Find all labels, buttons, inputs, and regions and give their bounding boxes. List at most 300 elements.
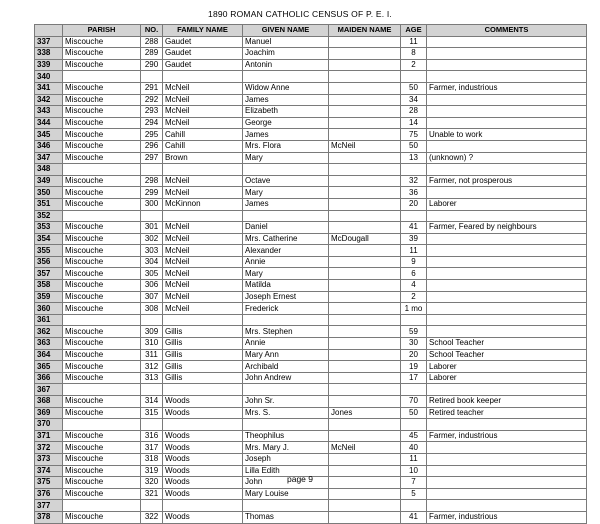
maiden-name-cell	[329, 82, 401, 94]
row-number: 372	[35, 442, 63, 454]
row-number: 357	[35, 268, 63, 280]
table-row	[35, 442, 587, 454]
comments-cell: Laborer	[427, 372, 587, 384]
number-cell: 310	[141, 338, 163, 350]
parish-cell: Miscouche	[63, 268, 141, 280]
family-name-cell: Woods	[163, 488, 243, 500]
given-name-cell	[243, 384, 329, 396]
number-cell: 293	[141, 106, 163, 118]
number-cell: 289	[141, 48, 163, 60]
row-number: 345	[35, 129, 63, 141]
parish-cell: Miscouche	[63, 511, 141, 523]
maiden-name-cell	[329, 396, 401, 408]
family-name-cell: Gillis	[163, 361, 243, 373]
parish-cell: Miscouche	[63, 407, 141, 419]
table-row	[35, 222, 587, 234]
row-number: 341	[35, 82, 63, 94]
row-number: 346	[35, 140, 63, 152]
given-name-cell: Annie	[243, 338, 329, 350]
comments-cell: School Teacher	[427, 338, 587, 350]
family-name-cell: Cahill	[163, 140, 243, 152]
parish-cell: Miscouche	[63, 82, 141, 94]
number-cell: 300	[141, 198, 163, 210]
family-name-cell: McKinnon	[163, 198, 243, 210]
table-row	[35, 453, 587, 465]
number-cell: 295	[141, 129, 163, 141]
maiden-name-cell	[329, 152, 401, 164]
given-name-cell: James	[243, 94, 329, 106]
given-name-cell: Daniel	[243, 222, 329, 234]
family-name-cell: Cahill	[163, 129, 243, 141]
given-name-cell: Theophilus	[243, 430, 329, 442]
family-name-cell: Woods	[163, 477, 243, 489]
age-cell: 14	[401, 117, 427, 129]
table-row	[35, 198, 587, 210]
number-cell: 307	[141, 291, 163, 303]
table-row	[35, 396, 587, 408]
given-name-cell: Widow Anne	[243, 82, 329, 94]
age-cell: 20	[401, 349, 427, 361]
maiden-name-cell	[329, 338, 401, 350]
number-cell: 317	[141, 442, 163, 454]
age-cell	[401, 164, 427, 176]
age-cell	[401, 419, 427, 431]
row-number: 339	[35, 59, 63, 71]
comments-cell	[427, 233, 587, 245]
table-row	[35, 361, 587, 373]
table-row	[35, 488, 587, 500]
comments-cell: Farmer, not prosperous	[427, 175, 587, 187]
parish-cell: Miscouche	[63, 245, 141, 257]
number-cell: 320	[141, 477, 163, 489]
family-name-cell: McNeil	[163, 256, 243, 268]
table-row	[35, 291, 587, 303]
maiden-name-cell	[329, 94, 401, 106]
row-number: 353	[35, 222, 63, 234]
comments-cell	[427, 48, 587, 60]
family-name-cell: Woods	[163, 396, 243, 408]
family-name-cell: Woods	[163, 453, 243, 465]
row-number: 367	[35, 384, 63, 396]
number-cell	[141, 210, 163, 222]
family-name-cell: Woods	[163, 442, 243, 454]
family-name-cell	[163, 210, 243, 222]
number-cell: 308	[141, 303, 163, 315]
age-cell: 36	[401, 187, 427, 199]
given-name-cell: Joachim	[243, 48, 329, 60]
age-cell: 17	[401, 372, 427, 384]
comments-cell	[427, 291, 587, 303]
table-row	[35, 407, 587, 419]
given-name-cell: Antonin	[243, 59, 329, 71]
maiden-name-cell	[329, 384, 401, 396]
family-name-cell	[163, 500, 243, 512]
comments-cell	[427, 453, 587, 465]
number-cell: 290	[141, 59, 163, 71]
parish-cell: Miscouche	[63, 465, 141, 477]
maiden-name-cell: McDougall	[329, 233, 401, 245]
comments-cell	[427, 303, 587, 315]
maiden-name-cell	[329, 245, 401, 257]
age-cell: 8	[401, 48, 427, 60]
given-name-cell: Mrs. Stephen	[243, 326, 329, 338]
number-cell: 314	[141, 396, 163, 408]
table-body	[35, 36, 587, 523]
family-name-cell: Woods	[163, 430, 243, 442]
maiden-name-cell: McNeil	[329, 442, 401, 454]
maiden-name-cell	[329, 511, 401, 523]
comments-header: COMMENTS	[427, 25, 587, 37]
family-name-cell: McNeil	[163, 268, 243, 280]
maiden-name-cell	[329, 256, 401, 268]
comments-cell: School Teacher	[427, 349, 587, 361]
age-cell: 1 mo	[401, 303, 427, 315]
given-name-cell	[243, 500, 329, 512]
table-row	[35, 187, 587, 199]
maiden-name-cell	[329, 36, 401, 48]
number-cell: 303	[141, 245, 163, 257]
parish-cell: Miscouche	[63, 453, 141, 465]
row-number: 355	[35, 245, 63, 257]
given-name-cell: Joseph	[243, 453, 329, 465]
comments-cell: Farmer, industrious	[427, 430, 587, 442]
row-number: 362	[35, 326, 63, 338]
comments-cell	[427, 117, 587, 129]
family-name-cell	[163, 164, 243, 176]
maiden-name-cell	[329, 222, 401, 234]
parish-cell: Miscouche	[63, 48, 141, 60]
maiden-name-cell	[329, 314, 401, 326]
given-name-cell: James	[243, 129, 329, 141]
parish-cell: Miscouche	[63, 280, 141, 292]
given-name-cell: Lilla Edith	[243, 465, 329, 477]
parish-cell: Miscouche	[63, 129, 141, 141]
given-name-cell: Elizabeth	[243, 106, 329, 118]
comments-cell	[427, 245, 587, 257]
given-name-cell: Manuel	[243, 36, 329, 48]
table-row	[35, 280, 587, 292]
age-cell: 41	[401, 222, 427, 234]
given-name-cell: Alexander	[243, 245, 329, 257]
comments-cell: Laborer	[427, 198, 587, 210]
given-name-cell: Mary	[243, 152, 329, 164]
row-number: 352	[35, 210, 63, 222]
row-number: 349	[35, 175, 63, 187]
table-row	[35, 210, 587, 222]
row-number: 338	[35, 48, 63, 60]
family-name-cell: Gaudet	[163, 36, 243, 48]
number-cell: 294	[141, 117, 163, 129]
given-name-cell: Joseph Ernest	[243, 291, 329, 303]
number-cell: 309	[141, 326, 163, 338]
parish-cell: Miscouche	[63, 488, 141, 500]
parish-cell: Miscouche	[63, 140, 141, 152]
family-name-cell: McNeil	[163, 303, 243, 315]
number-cell: 288	[141, 36, 163, 48]
given-name-cell: Mrs. S.	[243, 407, 329, 419]
age-cell: 28	[401, 106, 427, 118]
number-cell	[141, 164, 163, 176]
maiden-name-cell	[329, 326, 401, 338]
given-name-cell: Mary	[243, 268, 329, 280]
table-row	[35, 48, 587, 60]
row-number: 376	[35, 488, 63, 500]
comments-cell: Farmer, Feared by neighbours	[427, 222, 587, 234]
comments-cell	[427, 268, 587, 280]
maiden-name-cell	[329, 303, 401, 315]
number-cell: 296	[141, 140, 163, 152]
given-name-cell: Annie	[243, 256, 329, 268]
given-name-cell	[243, 419, 329, 431]
row-number: 350	[35, 187, 63, 199]
number-cell: 318	[141, 453, 163, 465]
comments-cell: (unknown) ?	[427, 152, 587, 164]
parish-cell	[63, 164, 141, 176]
number-cell: 301	[141, 222, 163, 234]
family-name-cell: McNeil	[163, 106, 243, 118]
maiden-name-cell	[329, 453, 401, 465]
given-name-cell: James	[243, 198, 329, 210]
comments-cell	[427, 94, 587, 106]
family-name-cell: McNeil	[163, 94, 243, 106]
family-name-cell	[163, 419, 243, 431]
parish-cell: Miscouche	[63, 361, 141, 373]
number-cell: 319	[141, 465, 163, 477]
comments-cell	[427, 500, 587, 512]
family-name-cell: Gaudet	[163, 59, 243, 71]
family-name-cell: McNeil	[163, 245, 243, 257]
row-number: 364	[35, 349, 63, 361]
family-name-cell: Woods	[163, 465, 243, 477]
table-row	[35, 384, 587, 396]
table-row	[35, 82, 587, 94]
table-row	[35, 349, 587, 361]
row-number: 356	[35, 256, 63, 268]
row-number: 373	[35, 453, 63, 465]
number-cell: 304	[141, 256, 163, 268]
family-name-cell: McNeil	[163, 280, 243, 292]
parish-cell: Miscouche	[63, 94, 141, 106]
number-cell: 316	[141, 430, 163, 442]
parish-cell: Miscouche	[63, 106, 141, 118]
number-cell	[141, 71, 163, 83]
age-cell: 34	[401, 94, 427, 106]
given-name-cell: Matilda	[243, 280, 329, 292]
comments-cell: Farmer, industrious	[427, 511, 587, 523]
parish-cell: Miscouche	[63, 36, 141, 48]
number-cell: 312	[141, 361, 163, 373]
age-cell: 59	[401, 326, 427, 338]
row-number: 351	[35, 198, 63, 210]
table-row	[35, 140, 587, 152]
comments-cell: Laborer	[427, 361, 587, 373]
number-cell	[141, 314, 163, 326]
family-name-cell: McNeil	[163, 82, 243, 94]
document-title: 1890 ROMAN CATHOLIC CENSUS OF P. E. I.	[208, 9, 392, 19]
table-row	[35, 303, 587, 315]
comments-cell	[427, 164, 587, 176]
parish-header: PARISH	[63, 25, 141, 37]
age-cell: 11	[401, 245, 427, 257]
family-name-cell: Gaudet	[163, 48, 243, 60]
age-cell: 5	[401, 488, 427, 500]
rownum-header	[35, 25, 63, 37]
given-name-cell	[243, 164, 329, 176]
header-row	[35, 25, 587, 37]
comments-cell	[427, 187, 587, 199]
family-name-cell: McNeil	[163, 291, 243, 303]
row-number: 337	[35, 36, 63, 48]
parish-cell: Miscouche	[63, 477, 141, 489]
row-number: 365	[35, 361, 63, 373]
row-number: 340	[35, 71, 63, 83]
table-row	[35, 233, 587, 245]
row-number: 371	[35, 430, 63, 442]
comments-cell	[427, 280, 587, 292]
row-number: 378	[35, 511, 63, 523]
maiden-name-cell: McNeil	[329, 140, 401, 152]
maiden-name-cell	[329, 361, 401, 373]
table-row	[35, 106, 587, 118]
maiden-name-cell	[329, 430, 401, 442]
maiden-name-cell	[329, 71, 401, 83]
maiden-name-cell	[329, 280, 401, 292]
given-name-cell: John Sr.	[243, 396, 329, 408]
parish-cell: Miscouche	[63, 175, 141, 187]
given-name-cell: Mrs. Catherine	[243, 233, 329, 245]
row-number: 361	[35, 314, 63, 326]
maiden-name-cell	[329, 164, 401, 176]
table-row	[35, 36, 587, 48]
age-cell: 11	[401, 36, 427, 48]
given-name-cell: Archibald	[243, 361, 329, 373]
parish-cell: Miscouche	[63, 372, 141, 384]
given-name-cell: Thomas	[243, 511, 329, 523]
maiden-name-cell	[329, 187, 401, 199]
given-name-cell: Frederick	[243, 303, 329, 315]
age-cell	[401, 384, 427, 396]
row-number: 375	[35, 477, 63, 489]
parish-cell	[63, 210, 141, 222]
row-number: 347	[35, 152, 63, 164]
age-header: AGE	[401, 25, 427, 37]
age-cell: 4	[401, 280, 427, 292]
table-row	[35, 164, 587, 176]
comments-cell	[427, 442, 587, 454]
table-row	[35, 59, 587, 71]
row-number: 366	[35, 372, 63, 384]
number-header: NO.	[141, 25, 163, 37]
parish-cell	[63, 384, 141, 396]
comments-cell	[427, 106, 587, 118]
age-cell: 40	[401, 442, 427, 454]
comments-cell	[427, 256, 587, 268]
number-cell: 298	[141, 175, 163, 187]
table-row	[35, 175, 587, 187]
parish-cell: Miscouche	[63, 187, 141, 199]
age-cell: 11	[401, 453, 427, 465]
row-number: 374	[35, 465, 63, 477]
age-cell: 19	[401, 361, 427, 373]
family-name-cell: McNeil	[163, 187, 243, 199]
given-name-cell: Mary Louise	[243, 488, 329, 500]
family-name-cell: Woods	[163, 407, 243, 419]
age-cell: 50	[401, 140, 427, 152]
comments-cell	[427, 488, 587, 500]
census-table	[34, 24, 587, 524]
age-cell: 45	[401, 430, 427, 442]
given-name-cell: George	[243, 117, 329, 129]
comments-cell	[427, 326, 587, 338]
given-name-cell: Mrs. Mary J.	[243, 442, 329, 454]
comments-cell	[427, 210, 587, 222]
age-cell: 9	[401, 256, 427, 268]
row-number: 342	[35, 94, 63, 106]
number-cell: 299	[141, 187, 163, 199]
age-cell: 70	[401, 396, 427, 408]
row-number: 368	[35, 396, 63, 408]
number-cell: 322	[141, 511, 163, 523]
age-cell: 32	[401, 175, 427, 187]
row-number: 344	[35, 117, 63, 129]
number-cell	[141, 500, 163, 512]
row-number: 363	[35, 338, 63, 350]
table-row	[35, 500, 587, 512]
table-row	[35, 71, 587, 83]
given-name-cell: John	[243, 477, 329, 489]
given-name-cell	[243, 71, 329, 83]
row-number: 348	[35, 164, 63, 176]
age-cell: 39	[401, 233, 427, 245]
parish-cell: Miscouche	[63, 349, 141, 361]
family-name-cell: Brown	[163, 152, 243, 164]
maiden-name-cell	[329, 488, 401, 500]
row-number: 360	[35, 303, 63, 315]
maiden-name-cell	[329, 268, 401, 280]
family-name-cell	[163, 384, 243, 396]
table-row	[35, 94, 587, 106]
family-name-cell: McNeil	[163, 222, 243, 234]
number-cell: 292	[141, 94, 163, 106]
table-row	[35, 419, 587, 431]
parish-cell	[63, 419, 141, 431]
maiden-name-cell	[329, 117, 401, 129]
table-row	[35, 511, 587, 523]
given-name-cell: Mary Ann	[243, 349, 329, 361]
number-cell: 321	[141, 488, 163, 500]
parish-cell: Miscouche	[63, 256, 141, 268]
maiden-name-cell: Jones	[329, 407, 401, 419]
table-row	[35, 256, 587, 268]
age-cell: 2	[401, 59, 427, 71]
parish-cell: Miscouche	[63, 396, 141, 408]
age-cell: 50	[401, 407, 427, 419]
parish-cell: Miscouche	[63, 430, 141, 442]
family-name-cell: McNeil	[163, 117, 243, 129]
row-number: 369	[35, 407, 63, 419]
table-row	[35, 326, 587, 338]
family-name-cell: Gillis	[163, 326, 243, 338]
given-name-header: GIVEN NAME	[243, 25, 329, 37]
age-cell	[401, 314, 427, 326]
row-number: 370	[35, 419, 63, 431]
given-name-cell: Mrs. Flora	[243, 140, 329, 152]
given-name-cell	[243, 210, 329, 222]
given-name-cell: Mary	[243, 187, 329, 199]
number-cell: 291	[141, 82, 163, 94]
age-cell: 7	[401, 477, 427, 489]
age-cell: 20	[401, 198, 427, 210]
